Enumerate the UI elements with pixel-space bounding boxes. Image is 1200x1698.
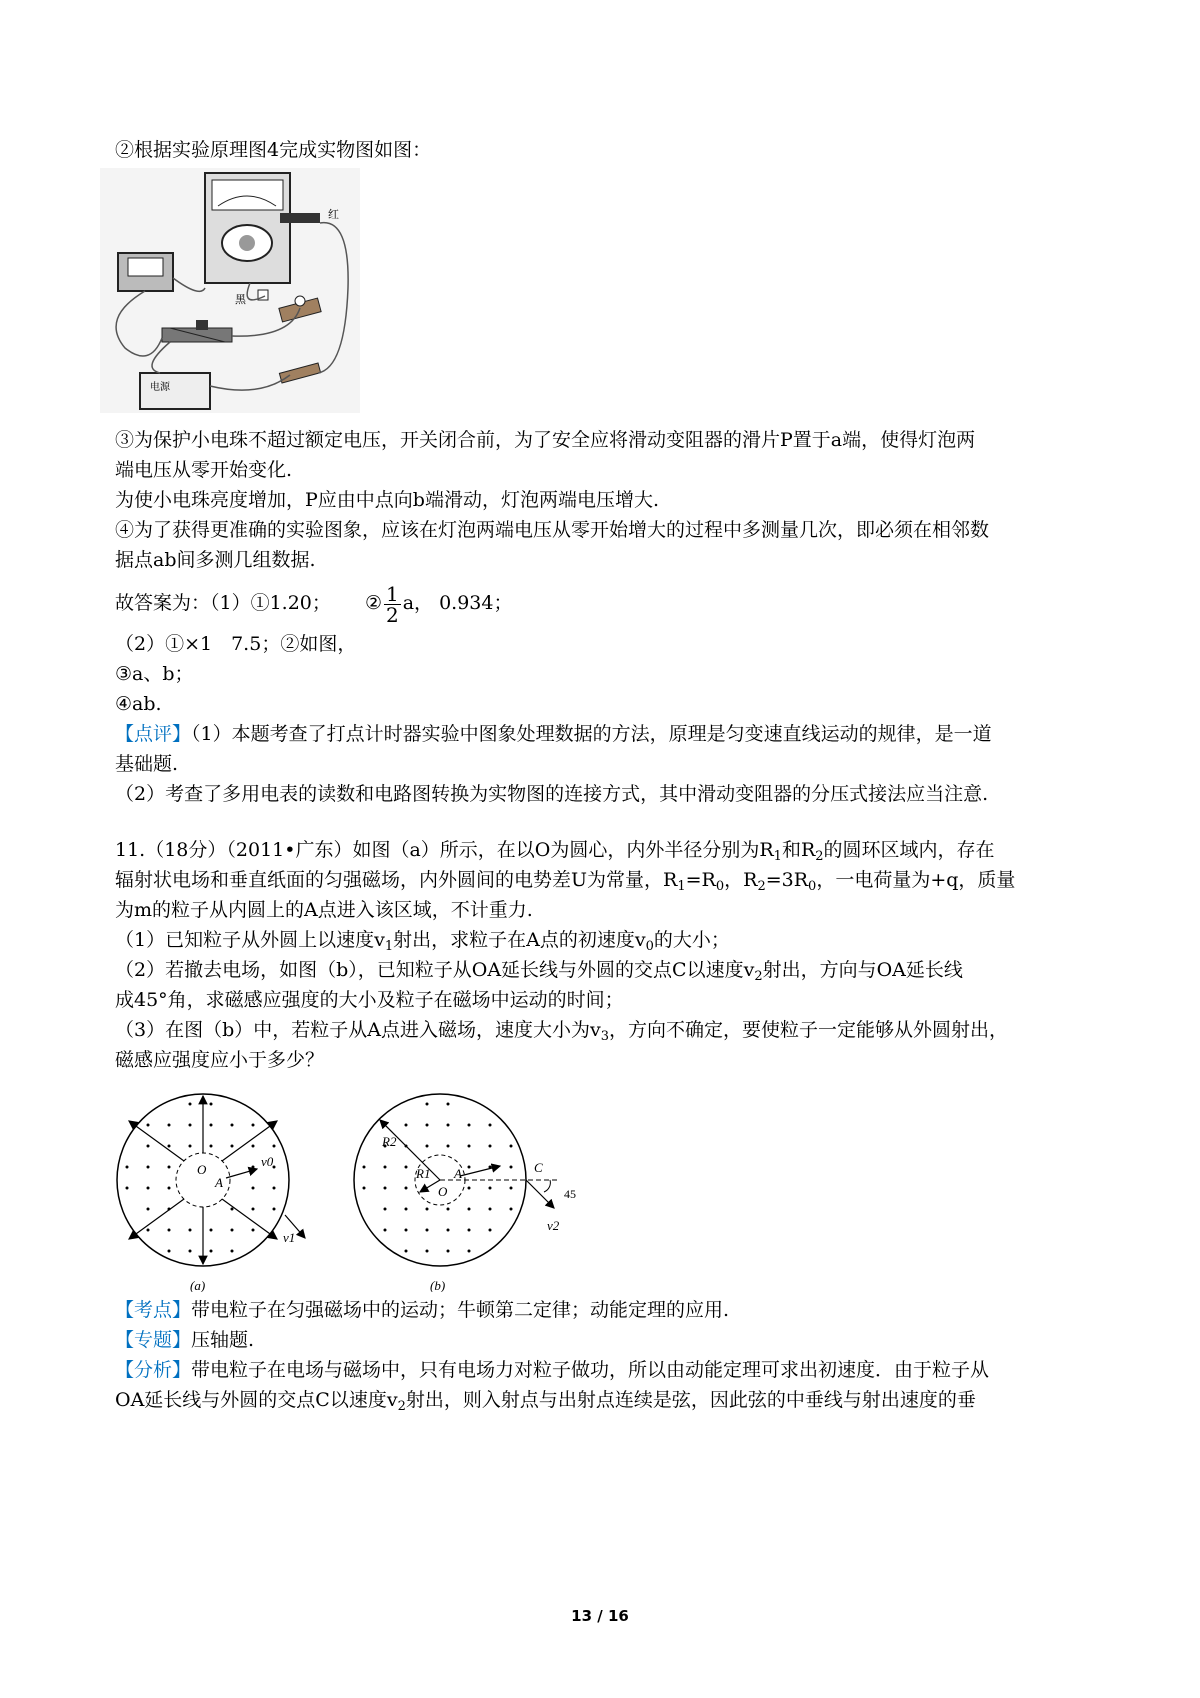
- kaodian-tag: 【考点】: [115, 1299, 192, 1321]
- field-dot: [468, 1187, 471, 1190]
- field-dot: [252, 1187, 255, 1190]
- question-line: （2）若撤去电场，如图（b），已知粒子从OA延长线与外圆的交点C以速度$v_2$射出，方向与OA延长线: [115, 959, 963, 984]
- field-dot: [384, 1166, 387, 1169]
- field-dot: [147, 1187, 150, 1190]
- field-dot: [252, 1229, 255, 1232]
- field-dot: [510, 1145, 513, 1148]
- field-dot: [147, 1145, 150, 1148]
- field-dot: [405, 1250, 408, 1253]
- field-dot: [405, 1124, 408, 1127]
- field-dot: [168, 1187, 171, 1190]
- field-dot: [447, 1229, 450, 1232]
- problem-line: 为m的粒子从内圆上的A点进入该区域，不计重力.: [115, 899, 533, 921]
- field-dot: [210, 1145, 213, 1148]
- field-dot: [231, 1208, 234, 1211]
- text-line: ②根据实验原理图4完成实物图如图：: [115, 139, 432, 161]
- field-dot: [189, 1250, 192, 1253]
- label-R2: R2: [382, 1134, 397, 1149]
- field-dot: [489, 1145, 492, 1148]
- label-A: A: [215, 1175, 223, 1190]
- text-line: ④ab.: [115, 693, 162, 715]
- circuit-photo: [100, 168, 360, 413]
- label-v0: v0: [261, 1154, 274, 1169]
- field-dot: [273, 1187, 276, 1190]
- comment-line: 【点评】（1）本题考查了打点计时器实验中图象处理数据的方法，原理是匀变速直线运动的规律，是一道: [115, 723, 992, 745]
- field-dot: [447, 1145, 450, 1148]
- field-dot: [147, 1208, 150, 1211]
- field-dot: [384, 1187, 387, 1190]
- field-dot: [189, 1145, 192, 1148]
- field-dot: [231, 1124, 234, 1127]
- label-v2: v2: [547, 1218, 560, 1233]
- text-line: 端电压从零开始变化.: [115, 459, 293, 481]
- zhuanti-tag: 【专题】: [115, 1329, 192, 1351]
- problem-line: 辐射状电场和垂直纸面的匀强磁场，内外圆间的电势差U为常量，$R_1=R_0$，$R_2=3R_0$，一电荷量为+q，质量: [115, 869, 1016, 894]
- field-dot: [447, 1124, 450, 1127]
- field-dot: [168, 1124, 171, 1127]
- fraction-half: $\frac{1}{2}$: [386, 581, 399, 627]
- field-dot: [489, 1187, 492, 1190]
- field-dot: [210, 1124, 213, 1127]
- field-dot: [168, 1166, 171, 1169]
- field-dot: [189, 1229, 192, 1232]
- problem-line: 11.（18分）（2011•广东）如图（a）所示，在以O为圆心，内外半径分别为$R_1$和$R_2$的圆环区域内，存在: [115, 839, 995, 864]
- label-45: 45: [564, 1187, 576, 1201]
- field-dot: [447, 1103, 450, 1106]
- figure-b: [342, 1092, 592, 1292]
- field-dot: [468, 1145, 471, 1148]
- field-dot: [231, 1145, 234, 1148]
- text-line: 为使小电珠亮度增加，P应由中点向b端滑动，灯泡两端电压增大.: [115, 489, 659, 511]
- field-dot: [468, 1208, 471, 1211]
- field-dot: [489, 1229, 492, 1232]
- fenxi-tag: 【分析】: [115, 1359, 192, 1381]
- field-dot: [126, 1187, 129, 1190]
- label-red: 红: [328, 209, 339, 221]
- field-dot: [405, 1208, 408, 1211]
- label-v1: v1: [283, 1230, 296, 1245]
- field-dot: [426, 1250, 429, 1253]
- field-dot: [510, 1208, 513, 1211]
- field-dot: [510, 1166, 513, 1169]
- field-dot: [384, 1208, 387, 1211]
- text-line: 基础题.: [115, 753, 179, 775]
- field-dot: [426, 1229, 429, 1232]
- caption-b: (b): [430, 1278, 446, 1292]
- answer-line: 故答案为：（1）①1.20； ② $\frac{1}{2}$ a， 0.934；: [115, 581, 513, 627]
- text-line: （2）考查了多用电表的读数和电路图转换为实物图的连接方式，其中滑动变阻器的分压式接法应当注意.: [115, 783, 989, 805]
- text-line: ③a、b；: [115, 663, 194, 685]
- field-dot: [468, 1250, 471, 1253]
- label-O: O: [197, 1162, 207, 1177]
- field-dot: [405, 1166, 408, 1169]
- field-dot: [189, 1124, 192, 1127]
- label-power: 电源: [150, 382, 170, 393]
- label-black: 黑: [235, 294, 246, 306]
- field-dot: [447, 1208, 450, 1211]
- label-O: O: [438, 1184, 448, 1199]
- field-dot: [126, 1166, 129, 1169]
- field-dot: [210, 1250, 213, 1253]
- field-dot: [426, 1208, 429, 1211]
- field-dot: [363, 1187, 366, 1190]
- analysis-line: OA延长线与外圆的交点C以速度$v_2$射出，则入射点与出射点连续是弦，因此弦的中垂线与射出速度的垂: [115, 1389, 976, 1414]
- question-line: 磁感应强度应小于多少？: [115, 1049, 325, 1071]
- field-dot: [252, 1145, 255, 1148]
- field-dot: [210, 1229, 213, 1232]
- text-line: 据点ab间多测几组数据.: [115, 549, 316, 571]
- field-dot: [426, 1145, 429, 1148]
- field-dot: [252, 1124, 255, 1127]
- question-line: （1）已知粒子从外圆上以速度$v_1$射出，求粒子在A点的初速度$v_0$的大小；: [115, 929, 730, 954]
- field-dot: [189, 1103, 192, 1106]
- field-dot: [273, 1145, 276, 1148]
- field-dot: [405, 1229, 408, 1232]
- label-C: C: [534, 1160, 543, 1175]
- field-dot: [147, 1229, 150, 1232]
- analysis-line: 【分析】带电粒子在电场与磁场中，只有电场力对粒子做功，所以由动能定理可求出初速度．由于粒子从: [115, 1359, 990, 1381]
- analysis-line: 【考点】带电粒子在匀强磁场中的运动；牛顿第二定律；动能定理的应用.: [115, 1299, 730, 1321]
- field-dot: [273, 1208, 276, 1211]
- caption-a: (a): [190, 1278, 206, 1292]
- field-dot: [231, 1229, 234, 1232]
- label-R1: R1: [416, 1166, 431, 1181]
- field-dot: [489, 1124, 492, 1127]
- field-dot: [168, 1145, 171, 1148]
- field-dot: [468, 1229, 471, 1232]
- field-dot: [447, 1250, 450, 1253]
- field-dot: [231, 1250, 234, 1253]
- field-dot: [384, 1229, 387, 1232]
- page-number: 13 / 16: [571, 1607, 629, 1625]
- field-dot: [210, 1103, 213, 1106]
- field-dot: [426, 1103, 429, 1106]
- field-dot: [147, 1124, 150, 1127]
- field-dot: [468, 1124, 471, 1127]
- text-line: ④为了获得更准确的实验图象，应该在灯泡两端电压从零开始增大的过程中多测量几次，即必须在相邻数: [115, 519, 990, 541]
- field-dot: [405, 1187, 408, 1190]
- question-line: （3）在图（b）中，若粒子从A点进入磁场，速度大小为$v_3$，方向不确定，要使粒子一定能够从外圆射出，: [115, 1019, 1009, 1044]
- field-dot: [510, 1187, 513, 1190]
- field-dot: [252, 1208, 255, 1211]
- field-dot: [147, 1166, 150, 1169]
- figure-a: [105, 1092, 315, 1292]
- field-dot: [426, 1124, 429, 1127]
- text-line: （2）①×1 7.5；②如图，: [115, 633, 357, 655]
- analysis-line: 【专题】压轴题.: [115, 1329, 255, 1351]
- field-dot: [168, 1250, 171, 1253]
- label-A: A: [454, 1166, 462, 1181]
- field-dot: [363, 1166, 366, 1169]
- field-dot: [468, 1166, 471, 1169]
- text-line: ③为保护小电珠不超过额定电压，开关闭合前，为了安全应将滑动变阻器的滑片P置于a端，使得灯泡两: [115, 429, 976, 451]
- field-dot: [168, 1229, 171, 1232]
- field-dot: [252, 1166, 255, 1169]
- comment-tag: 【点评】: [115, 723, 192, 745]
- question-line: 成45°角，求磁感应强度的大小及粒子在磁场中运动的时间；: [115, 989, 624, 1011]
- field-dot: [489, 1208, 492, 1211]
